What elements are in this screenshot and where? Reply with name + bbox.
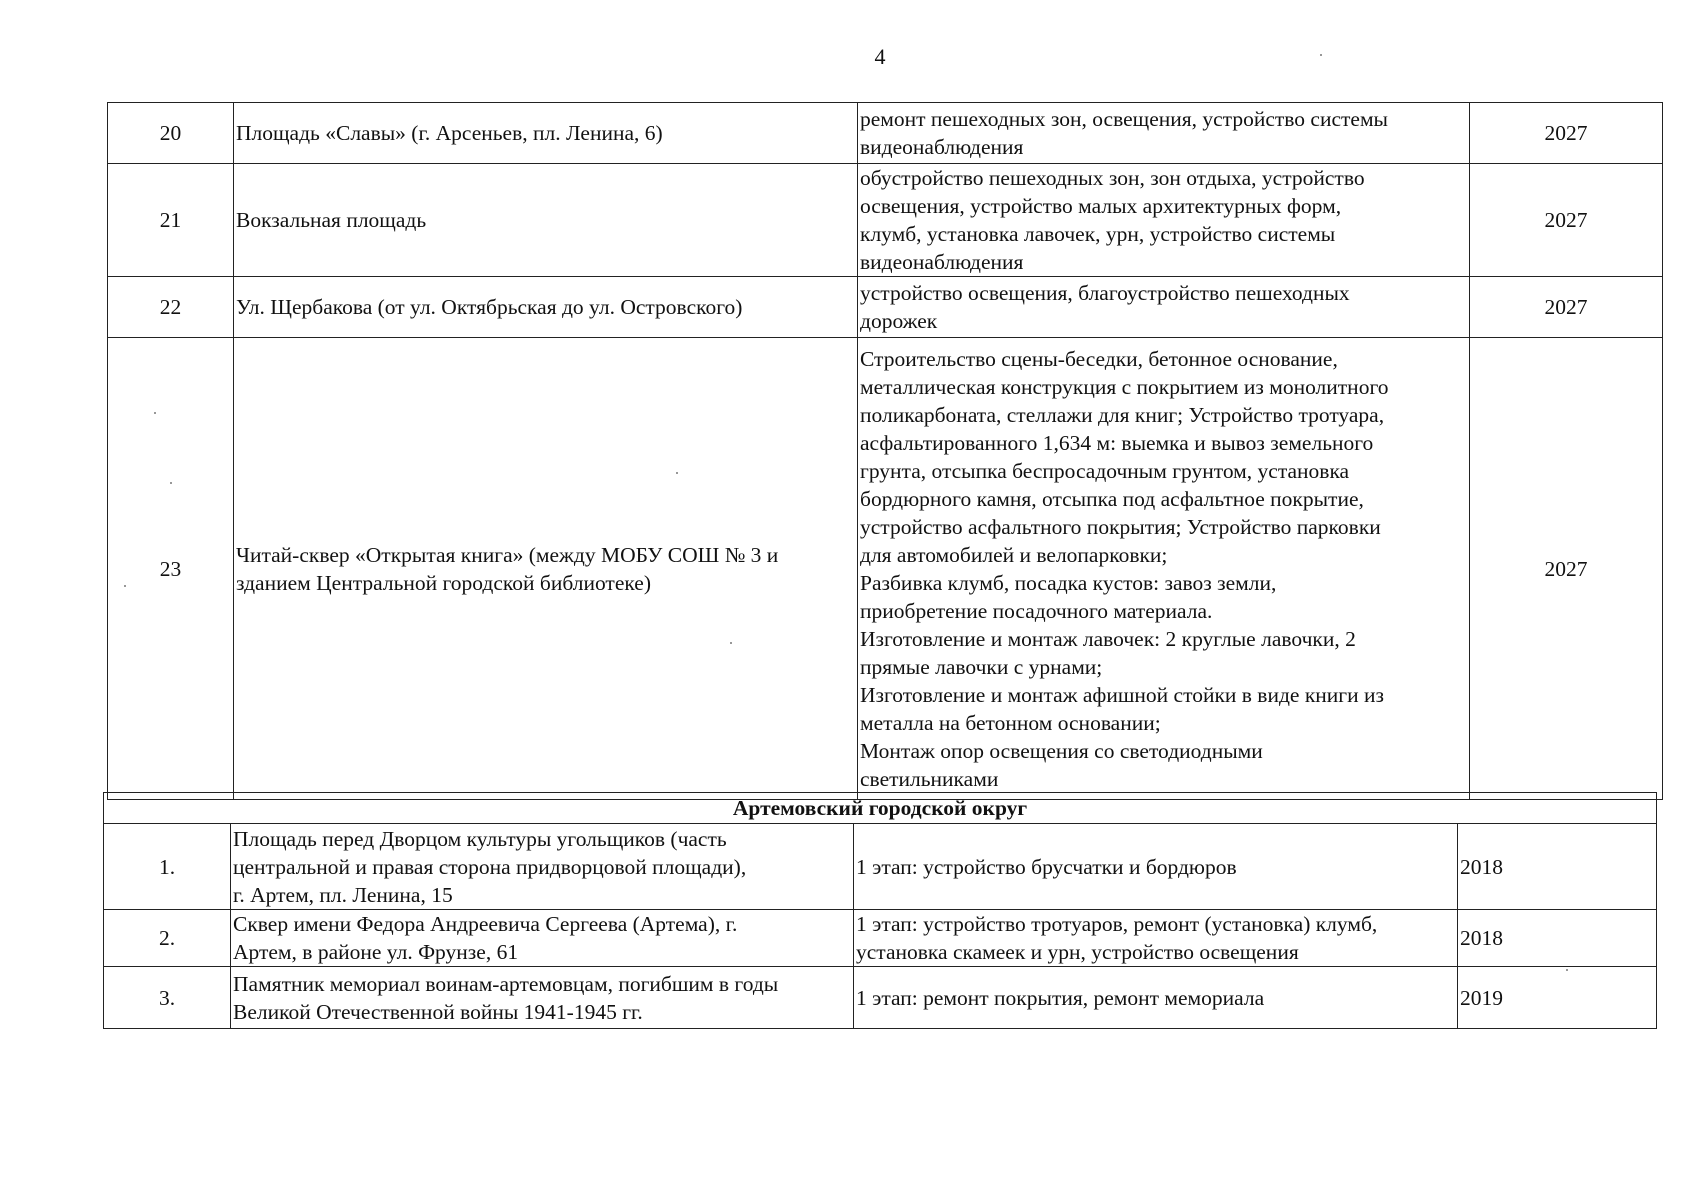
scan-speck bbox=[730, 642, 732, 644]
text-line: устройство асфальтного покрытия; Устройство парковки bbox=[860, 514, 1381, 539]
text-line: Площадь «Славы» (г. Арсеньев, пл. Ленина, 6) bbox=[236, 121, 663, 145]
text-line: Разбивка клумб, посадка кустов: завоз земли, bbox=[860, 570, 1277, 595]
row-number: 22 bbox=[108, 277, 234, 338]
text-line: зданием Центральной городской библиотеке) bbox=[236, 570, 651, 595]
text-line: Изготовление и монтаж афишной стойки в виде книги из bbox=[860, 682, 1384, 707]
table-row bbox=[104, 910, 1657, 967]
text-line: 1 этап: устройство тротуаров, ремонт (установка) клумб, bbox=[856, 912, 1378, 936]
row-number: 20 bbox=[108, 103, 234, 164]
text-line: приобретение посадочного материала. bbox=[860, 598, 1213, 623]
table-row bbox=[108, 338, 1663, 800]
section-title: Артемовский городской округ bbox=[104, 793, 1657, 824]
table-row bbox=[104, 824, 1657, 910]
works-description bbox=[858, 277, 1470, 338]
row-number: 21 bbox=[108, 164, 234, 277]
text-line: Изготовление и монтаж лавочек: 2 круглые лавочки, 2 bbox=[860, 626, 1356, 651]
row-number: 1. bbox=[104, 824, 231, 910]
completion-year: 2018 bbox=[1458, 910, 1657, 967]
completion-year: 2018 bbox=[1458, 824, 1657, 910]
text-line: Великой Отечественной войны 1941-1945 гг. bbox=[233, 999, 643, 1024]
scan-speck bbox=[154, 412, 156, 414]
object-name bbox=[231, 910, 854, 967]
object-name bbox=[234, 338, 858, 800]
works-description bbox=[854, 824, 1458, 910]
object-name bbox=[231, 824, 854, 910]
text-line: центральной и правая сторона придворцовой площади), bbox=[233, 854, 747, 879]
artem-district-table bbox=[103, 792, 1657, 1029]
completion-year: 2027 bbox=[1470, 338, 1663, 800]
text-line: видеонаблюдения bbox=[860, 250, 1024, 274]
scan-speck bbox=[124, 585, 126, 587]
text-line: для автомобилей и велопарковки; bbox=[860, 542, 1168, 567]
table-row bbox=[108, 277, 1663, 338]
text-line: Памятник мемориал воинам-артемовцам, погибшим в годы bbox=[233, 971, 779, 996]
text-line: видеонаблюдения bbox=[860, 135, 1024, 159]
text-line: Артем, в районе ул. Фрунзе, 61 bbox=[233, 940, 519, 964]
scan-speck bbox=[676, 472, 678, 474]
row-number: 2. bbox=[104, 910, 231, 967]
page-number: 4 bbox=[874, 44, 886, 69]
text-line: освещения, устройство малых архитектурных форм, bbox=[860, 194, 1342, 218]
completion-year: 2027 bbox=[1470, 277, 1663, 338]
text-line: устройство освещения, благоустройство пешеходных bbox=[860, 281, 1350, 305]
text-line: 1 этап: ремонт покрытия, ремонт мемориала bbox=[856, 985, 1265, 1010]
text-line: металла на бетонном основании; bbox=[860, 710, 1161, 735]
text-line: Строительство сцены-беседки, бетонное основание, bbox=[860, 346, 1338, 371]
object-name bbox=[234, 277, 858, 338]
text-line: установка скамеек и урн, устройство освещения bbox=[856, 940, 1299, 964]
works-description bbox=[858, 338, 1470, 800]
row-number: 3. bbox=[104, 967, 231, 1029]
works-description bbox=[854, 910, 1458, 967]
object-name bbox=[234, 103, 858, 164]
scan-speck bbox=[1566, 969, 1568, 971]
text-line: клумб, установка лавочек, урн, устройство системы bbox=[860, 222, 1336, 246]
text-line: прямые лавочки с урнами; bbox=[860, 654, 1103, 679]
scan-speck bbox=[1320, 54, 1322, 56]
projects-table-continued bbox=[107, 102, 1663, 800]
text-line: Ул. Щербакова (от ул. Октябрьская до ул. Островского) bbox=[236, 295, 743, 319]
completion-year: 2027 bbox=[1470, 103, 1663, 164]
text-line: Сквер имени Федора Андреевича Сергеева (Артема), г. bbox=[233, 912, 738, 936]
text-line: г. Артем, пл. Ленина, 15 bbox=[233, 882, 453, 907]
text-line: поликарбоната, стеллажи для книг; Устройство тротуара, bbox=[860, 402, 1385, 427]
text-line: дорожек bbox=[860, 309, 938, 333]
text-line: светильниками bbox=[860, 766, 999, 791]
text-line: обустройство пешеходных зон, зон отдыха, устройство bbox=[860, 166, 1365, 190]
text-line: ремонт пешеходных зон, освещения, устройство системы bbox=[860, 107, 1388, 131]
text-line: 1 этап: устройство брусчатки и бордюров bbox=[856, 854, 1237, 879]
text-line: грунта, отсыпка беспросадочным грунтом, установка bbox=[860, 458, 1350, 483]
text-line: Монтаж опор освещения со светодиодными bbox=[860, 738, 1263, 763]
works-description bbox=[858, 164, 1470, 277]
scan-speck bbox=[170, 482, 172, 484]
text-line: бордюрного камня, отсыпка под асфальтное покрытие, bbox=[860, 486, 1364, 511]
object-name bbox=[231, 967, 854, 1029]
works-description bbox=[854, 967, 1458, 1029]
text-line: Вокзальная площадь bbox=[236, 208, 427, 232]
completion-year: 2019 bbox=[1458, 967, 1657, 1029]
text-line: Читай-сквер «Открытая книга» (между МОБУ СОШ № 3 и bbox=[236, 542, 779, 567]
table-row bbox=[104, 967, 1657, 1029]
table-row bbox=[108, 164, 1663, 277]
object-name bbox=[234, 164, 858, 277]
row-number: 23 bbox=[108, 338, 234, 800]
table-row bbox=[108, 103, 1663, 164]
works-description bbox=[858, 103, 1470, 164]
section-header-row bbox=[104, 793, 1657, 824]
text-line: металлическая конструкция с покрытием из монолитного bbox=[860, 374, 1389, 399]
text-line: Площадь перед Дворцом культуры угольщиков (часть bbox=[233, 826, 727, 851]
completion-year: 2027 bbox=[1470, 164, 1663, 277]
text-line: асфальтированного 1,634 м: выемка и вывоз земельного bbox=[860, 430, 1374, 455]
